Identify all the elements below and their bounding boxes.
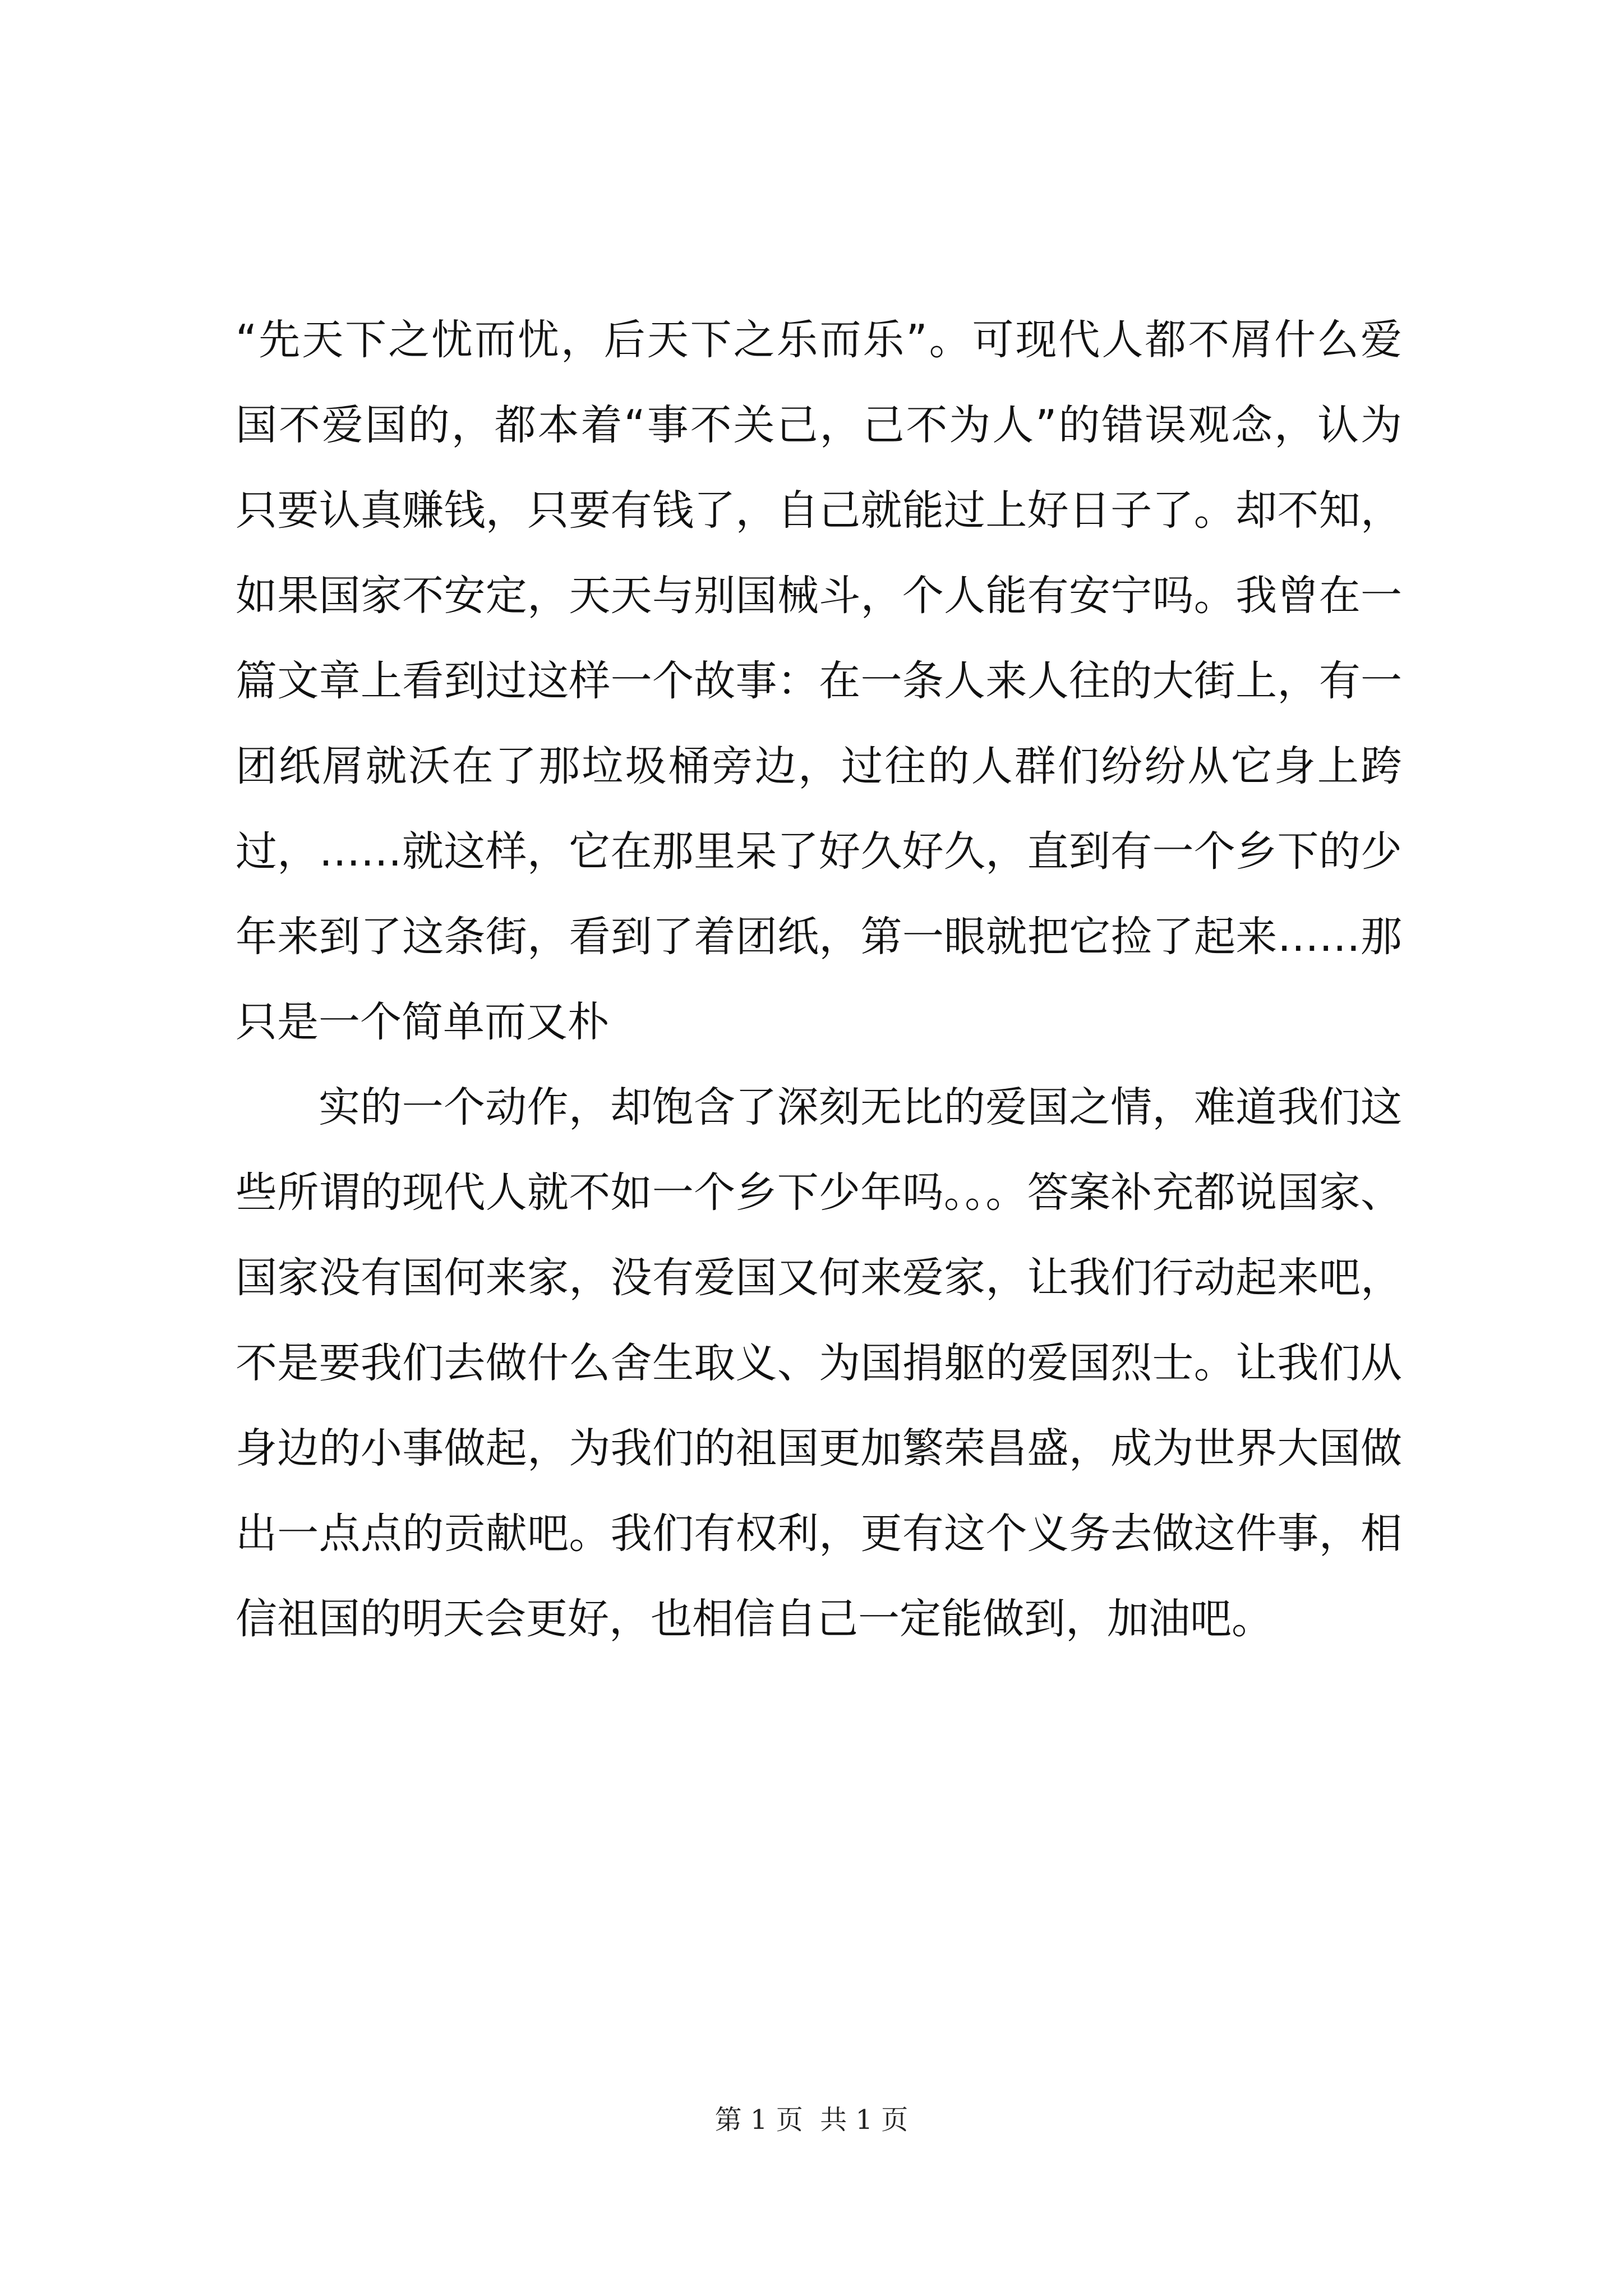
text-line: 如果国家不安定，天天与别国械斗，个人能有安宁吗。我曾在一 [236, 572, 1402, 620]
text-line: 信祖国的明天会更好，也相信自己一定能做到，加油吧。 [236, 1595, 1273, 1643]
document-body [236, 297, 1402, 1662]
text-line: 国家没有国何来家，没有爱国又何来爱家，让我们行动起来吧， [236, 1254, 1402, 1302]
text-line: 出一点点的贡献吧。我们有权利，更有这个义务去做这件事，相 [236, 1510, 1402, 1558]
text-line: 不是要我们去做什么舍生取义、为国捐躯的爱国烈士。让我们从 [236, 1339, 1402, 1387]
text-line: 实的一个动作，却饱含了深刻无比的爱国之情，难道我们这 [319, 1083, 1402, 1131]
text-line: 过，……就这样，它在那里呆了好久好久，直到有一个乡下的少 [236, 827, 1402, 876]
text-line: “先天下之忧而忧，后天下之乐而乐”。可现代人都不屑什么爱 [236, 316, 1402, 364]
text-line: 年来到了这条街，看到了着团纸，第一眼就把它捡了起来……那 [236, 913, 1402, 961]
text-line: 只是一个简单而又朴 [236, 998, 609, 1046]
text-line: 国不爱国的，都本着“事不关己，己不为人”的错误观念，认为 [236, 401, 1402, 449]
text-line: 些所谓的现代人就不如一个乡下少年吗。。。答案补充都说国家、 [236, 1168, 1402, 1217]
text-line: 篇文章上看到过这样一个故事：在一条人来人往的大街上，有一 [236, 657, 1402, 705]
text-line: 身边的小事做起，为我们的祖国更加繁荣昌盛，成为世界大国做 [236, 1424, 1402, 1473]
text-line: 团纸屑就沃在了那垃圾桶旁边，过往的人群们纷纷从它身上跨 [236, 742, 1402, 790]
text-line: 只要认真赚钱，只要有钱了，自己就能过上好日子了。却不知， [236, 486, 1402, 535]
page-number-footer: 第 1 页 共 1 页 [714, 2104, 909, 2136]
